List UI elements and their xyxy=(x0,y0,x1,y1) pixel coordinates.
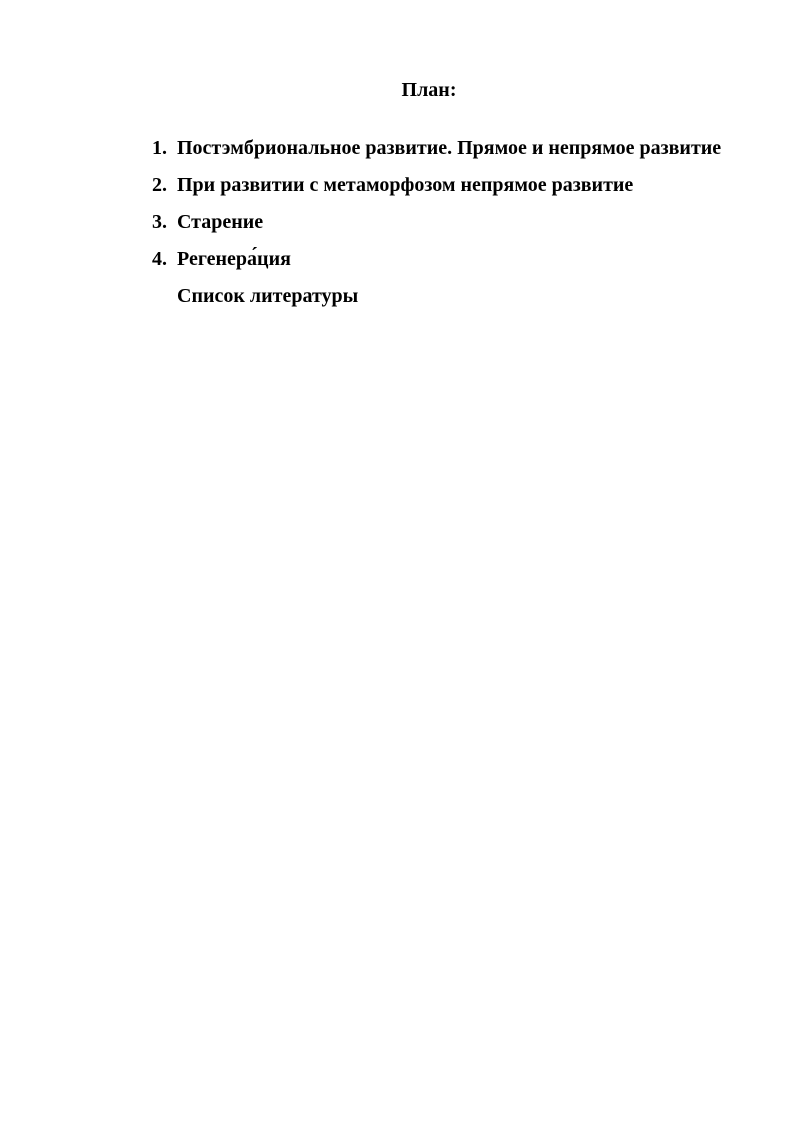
list-item-number: 4. xyxy=(152,248,167,270)
page-title: План: xyxy=(401,79,457,101)
list-item-number: 2. xyxy=(152,174,167,196)
list-item-number: 1. xyxy=(152,137,167,159)
list-item-text: При развитии с метаморфозом непрямое развитие xyxy=(177,174,634,196)
list-item xyxy=(152,204,743,241)
list-item xyxy=(152,167,743,204)
list-item xyxy=(152,241,743,278)
references-heading: Список литературы xyxy=(177,285,359,307)
list-item-number: 3. xyxy=(152,211,167,233)
list-item xyxy=(152,130,743,167)
list-item-text: Старение xyxy=(177,211,264,233)
plan-list xyxy=(152,130,743,315)
list-item-text: Регенера́ция xyxy=(177,248,291,270)
list-item-text: Постэмбриональное развитие. Прямое и непрямое развитие xyxy=(177,137,722,159)
